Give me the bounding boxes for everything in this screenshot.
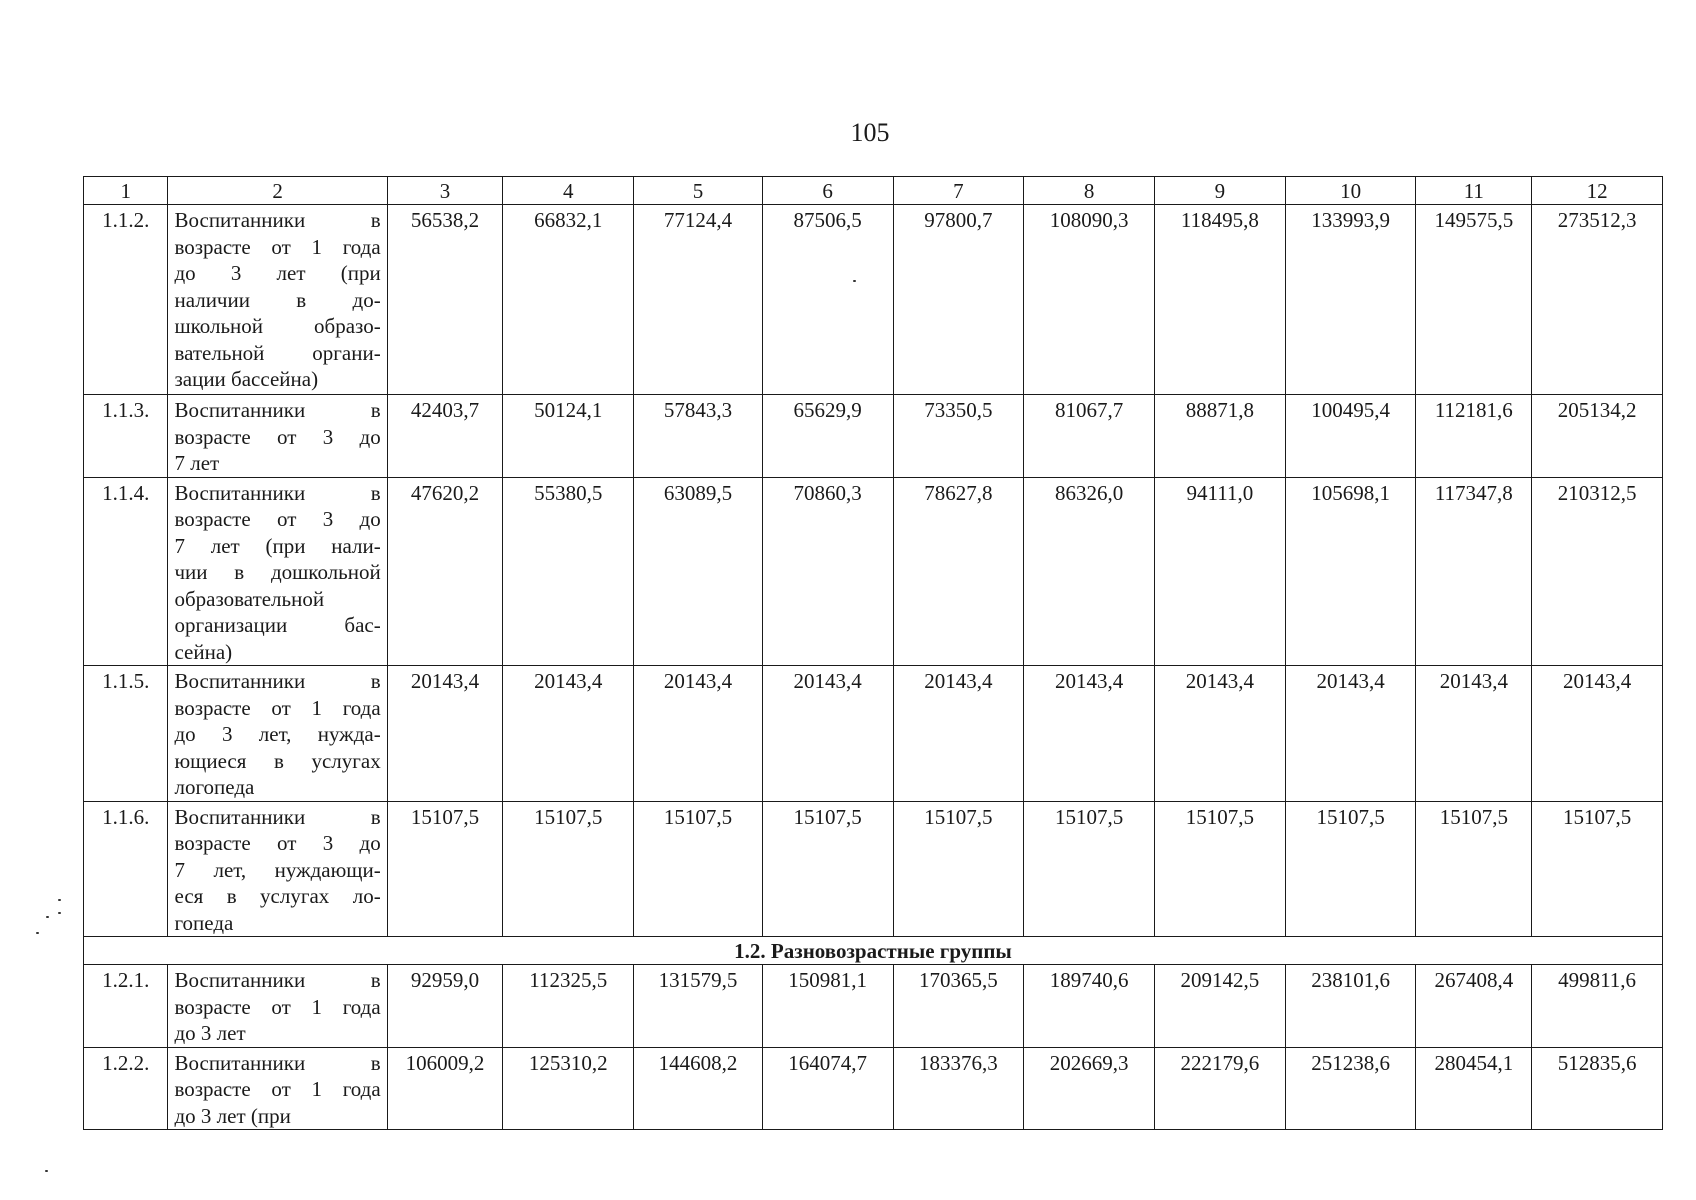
row-name-line: Воспитанники в	[174, 480, 381, 505]
value-cell: 267408,4	[1416, 965, 1532, 1048]
scan-speck	[45, 1170, 48, 1172]
row-name-line: возрасте от 1 года	[174, 994, 381, 1019]
value-cell: 20143,4	[1024, 666, 1155, 802]
value-cell: 15107,5	[387, 801, 503, 937]
value-cell: 86326,0	[1024, 477, 1155, 666]
row-name-line: 7 лет (при нали-	[174, 533, 381, 558]
scan-speck	[36, 932, 39, 934]
value-cell: 15107,5	[1155, 801, 1286, 937]
value-cell: 20143,4	[1532, 666, 1663, 802]
row-name-line: организации бас-	[174, 613, 381, 637]
value-cell: 205134,2	[1532, 395, 1663, 478]
row-code: 1.2.1.	[84, 965, 168, 1048]
table-row	[84, 395, 1663, 478]
value-cell: 133993,9	[1285, 205, 1416, 395]
value-cell: 57843,3	[634, 395, 763, 478]
value-cell: 20143,4	[1155, 666, 1286, 802]
value-cell: 125310,2	[503, 1047, 634, 1130]
column-header: 10	[1285, 177, 1416, 205]
value-cell: 499811,6	[1532, 965, 1663, 1048]
value-cell: 94111,0	[1155, 477, 1286, 666]
row-name	[168, 965, 387, 1048]
value-cell: 202669,3	[1024, 1047, 1155, 1130]
row-code: 1.1.4.	[84, 477, 168, 666]
value-cell: 20143,4	[387, 666, 503, 802]
row-name-line: образовательной	[174, 586, 325, 611]
value-cell: 88871,8	[1155, 395, 1286, 478]
scan-speck	[853, 280, 856, 282]
value-cell: 20143,4	[762, 666, 893, 802]
row-code: 1.1.6.	[84, 801, 168, 937]
value-cell: 87506,5	[762, 205, 893, 395]
row-name-line: возрасте от 3 до	[174, 831, 381, 855]
row-name-line: Воспитанники в	[174, 1050, 381, 1075]
row-code: 1.1.3.	[84, 395, 168, 478]
section-header-row	[84, 937, 1663, 965]
value-cell: 20143,4	[1285, 666, 1416, 802]
column-header: 5	[634, 177, 763, 205]
value-cell: 42403,7	[387, 395, 503, 478]
row-name-line: Воспитанники в	[174, 968, 381, 992]
row-name-line: до 3 лет, нужда-	[174, 722, 381, 746]
row-name-line: зации бассейна)	[174, 367, 319, 391]
row-name-line: Воспитанники в	[174, 804, 381, 829]
value-cell: 280454,1	[1416, 1047, 1532, 1130]
row-name-line: школьной образо-	[174, 314, 381, 338]
value-cell: 144608,2	[634, 1047, 763, 1130]
row-name-line: еся в услугах ло-	[174, 884, 381, 908]
value-cell: 105698,1	[1285, 477, 1416, 666]
row-name-line: ющиеся в услугах	[174, 748, 381, 773]
row-code: 1.1.2.	[84, 205, 168, 395]
header-row	[84, 177, 1663, 205]
table-row	[84, 666, 1663, 802]
value-cell: 81067,7	[1024, 395, 1155, 478]
value-cell: 209142,5	[1155, 965, 1286, 1048]
value-cell: 108090,3	[1024, 205, 1155, 395]
row-name-line: вательной органи-	[174, 340, 381, 365]
value-cell: 20143,4	[1416, 666, 1532, 802]
row-name	[168, 205, 387, 395]
value-cell: 170365,5	[893, 965, 1024, 1048]
row-name-line: сейна)	[174, 639, 233, 664]
value-cell: 66832,1	[503, 205, 634, 395]
value-cell: 273512,3	[1532, 205, 1663, 395]
column-header: 1	[84, 177, 168, 205]
row-name-line: возрасте от 3 до	[174, 424, 381, 449]
column-header: 7	[893, 177, 1024, 205]
value-cell: 78627,8	[893, 477, 1024, 666]
row-name	[168, 801, 387, 937]
value-cell: 15107,5	[503, 801, 634, 937]
value-cell: 150981,1	[762, 965, 893, 1048]
column-header: 6	[762, 177, 893, 205]
table-row	[84, 965, 1663, 1048]
row-code: 1.2.2.	[84, 1047, 168, 1130]
value-cell: 97800,7	[893, 205, 1024, 395]
value-cell: 112325,5	[503, 965, 634, 1048]
value-cell: 56538,2	[387, 205, 503, 395]
value-cell: 117347,8	[1416, 477, 1532, 666]
value-cell: 15107,5	[634, 801, 763, 937]
value-cell: 164074,7	[762, 1047, 893, 1130]
section-title: 1.2. Разновозрастные группы	[84, 937, 1663, 965]
value-cell: 15107,5	[1285, 801, 1416, 937]
row-name-line: возрасте от 1 года	[174, 695, 381, 720]
column-header: 2	[168, 177, 387, 205]
table-row	[84, 477, 1663, 666]
value-cell: 210312,5	[1532, 477, 1663, 666]
row-name-line: 7 лет	[174, 451, 220, 475]
value-cell: 183376,3	[893, 1047, 1024, 1130]
value-cell: 512835,6	[1532, 1047, 1663, 1130]
table-row	[84, 205, 1663, 395]
value-cell: 20143,4	[893, 666, 1024, 802]
value-cell: 15107,5	[893, 801, 1024, 937]
value-cell: 63089,5	[634, 477, 763, 666]
row-name-line: возрасте от 3 до	[174, 507, 381, 531]
value-cell: 70860,3	[762, 477, 893, 666]
value-cell: 15107,5	[762, 801, 893, 937]
row-name	[168, 395, 387, 478]
row-name-line: до 3 лет	[174, 1021, 246, 1045]
row-name-line: Воспитанники в	[174, 669, 381, 693]
value-cell: 189740,6	[1024, 965, 1155, 1048]
value-cell: 251238,6	[1285, 1047, 1416, 1130]
table-row	[84, 801, 1663, 937]
row-name-line: возрасте от 1 года	[174, 1077, 381, 1101]
row-name-line: наличии в до-	[174, 287, 381, 312]
column-header: 4	[503, 177, 634, 205]
value-cell: 47620,2	[387, 477, 503, 666]
value-cell: 65629,9	[762, 395, 893, 478]
value-cell: 118495,8	[1155, 205, 1286, 395]
row-name-line: до 3 лет (при	[174, 1103, 291, 1128]
value-cell: 15107,5	[1532, 801, 1663, 937]
row-name-line: логопеда	[174, 775, 255, 799]
value-cell: 15107,5	[1416, 801, 1532, 937]
row-name	[168, 1047, 387, 1130]
row-name	[168, 477, 387, 666]
value-cell: 15107,5	[1024, 801, 1155, 937]
value-cell: 106009,2	[387, 1047, 503, 1130]
value-cell: 55380,5	[503, 477, 634, 666]
value-cell: 77124,4	[634, 205, 763, 395]
row-name-line: возрасте от 1 года	[174, 234, 381, 259]
column-header: 3	[387, 177, 503, 205]
value-cell: 20143,4	[503, 666, 634, 802]
row-name-line: до 3 лет (при	[174, 261, 381, 285]
value-cell: 20143,4	[634, 666, 763, 802]
scan-speck	[58, 899, 61, 901]
value-cell: 238101,6	[1285, 965, 1416, 1048]
value-cell: 149575,5	[1416, 205, 1532, 395]
row-name-line: Воспитанники в	[174, 208, 381, 232]
column-header: 8	[1024, 177, 1155, 205]
row-code: 1.1.5.	[84, 666, 168, 802]
value-cell: 131579,5	[634, 965, 763, 1048]
column-header: 11	[1416, 177, 1532, 205]
value-cell: 112181,6	[1416, 395, 1532, 478]
column-header: 9	[1155, 177, 1286, 205]
row-name	[168, 666, 387, 802]
row-name-line: чии в дошкольной	[174, 560, 381, 584]
table-row	[84, 1047, 1663, 1130]
value-cell: 100495,4	[1285, 395, 1416, 478]
tariff-table	[83, 176, 1663, 1130]
scan-speck	[58, 912, 61, 914]
row-name-line: Воспитанники в	[174, 398, 381, 422]
page-number: 105	[850, 118, 890, 147]
column-header: 12	[1532, 177, 1663, 205]
value-cell: 50124,1	[503, 395, 634, 478]
value-cell: 92959,0	[387, 965, 503, 1048]
scan-speck	[46, 916, 49, 918]
value-cell: 73350,5	[893, 395, 1024, 478]
row-name-line: 7 лет, нуждающи-	[174, 857, 381, 882]
row-name-line: гопеда	[174, 910, 234, 935]
value-cell: 222179,6	[1155, 1047, 1286, 1130]
